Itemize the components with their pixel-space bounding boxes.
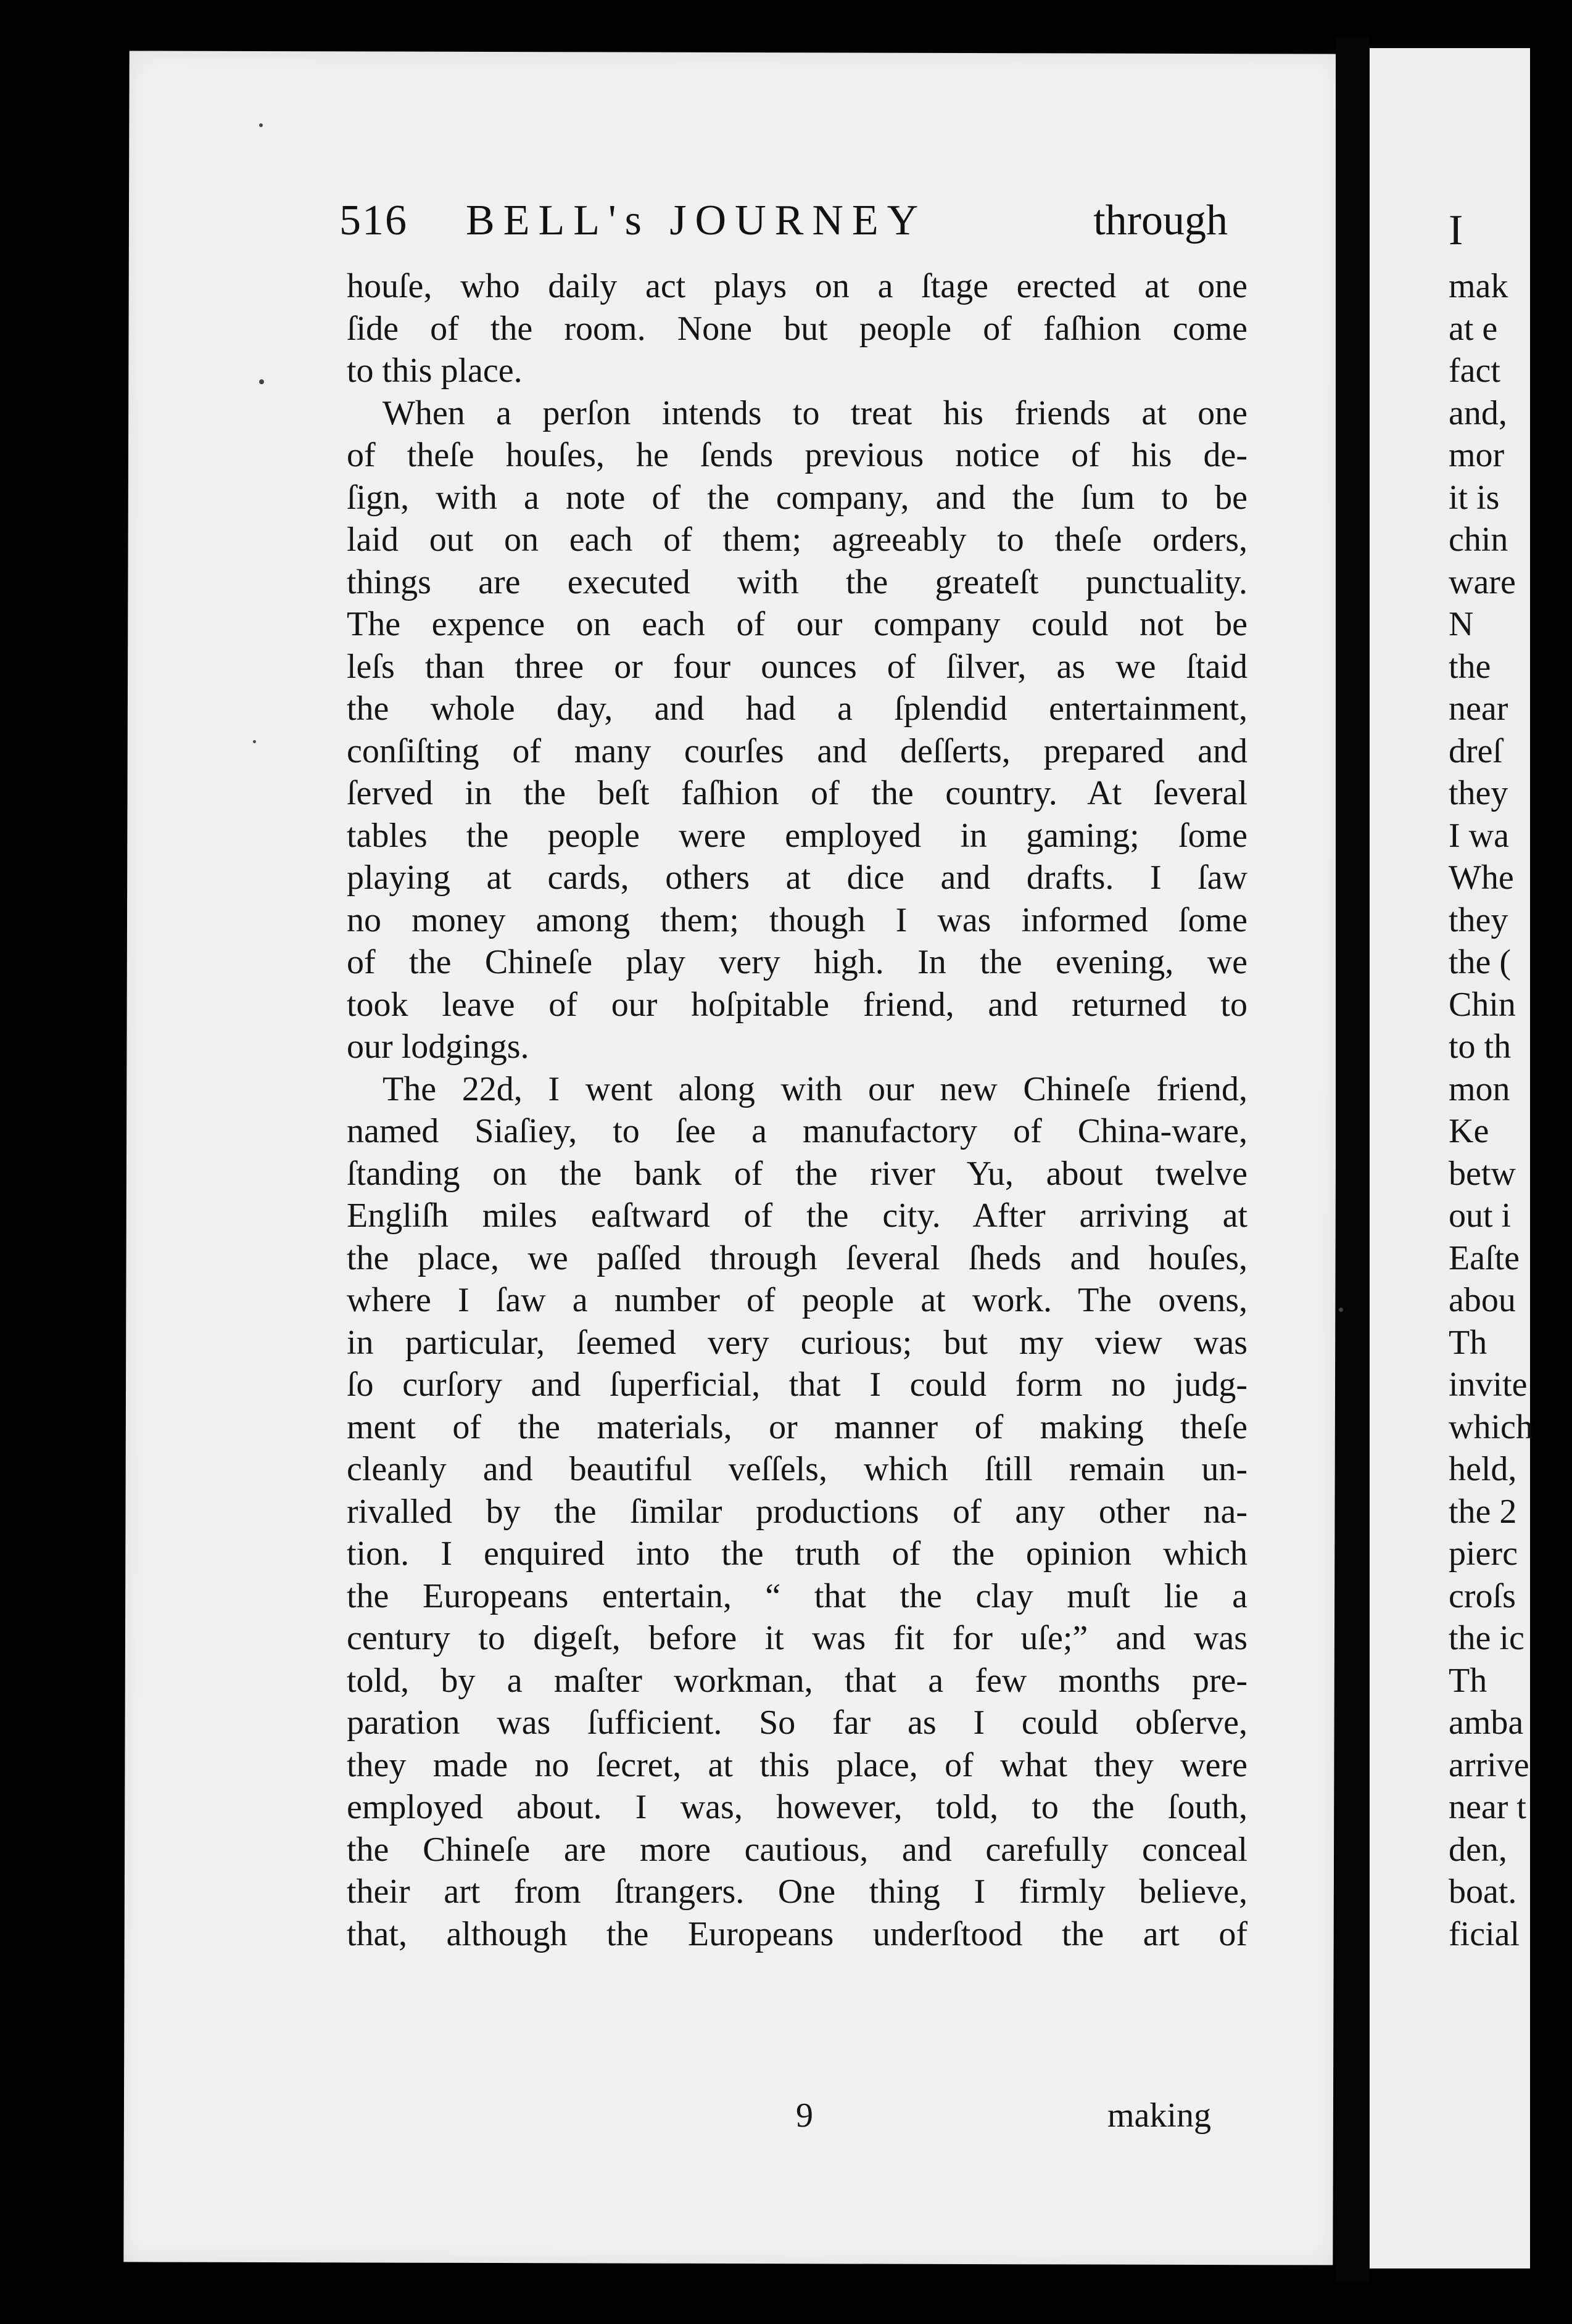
right-page-line: croſs	[1449, 1576, 1516, 1615]
body-text	[347, 265, 1247, 1955]
book-gutter	[1336, 37, 1370, 2282]
right-page-line: which	[1449, 1407, 1533, 1446]
right-page-line: ficial	[1449, 1914, 1520, 1953]
right-page-line: Th	[1449, 1661, 1487, 1700]
right-page-line: N	[1449, 605, 1474, 643]
text-line: to this place.	[347, 352, 523, 390]
right-page-line: near t	[1449, 1788, 1526, 1826]
right-page-running-head: I	[1449, 207, 1463, 254]
text-line: ſerved in the beſt faſhion of the country. At ſeveral	[347, 774, 1247, 812]
text-line: tables the people were employed in gaming; ſome	[347, 816, 1247, 855]
text-line: leſs than three or four ounces of ſilver, as we ſtaid	[347, 647, 1247, 686]
text-line: tion. I enquired into the truth of the opinion which	[347, 1535, 1247, 1573]
right-page-line: I wa	[1449, 816, 1509, 855]
right-page-line: at e	[1449, 309, 1498, 348]
right-page-line: abou	[1449, 1281, 1516, 1319]
right-page-line: mak	[1449, 267, 1508, 305]
right-page-line: Eaſte	[1449, 1238, 1520, 1277]
text-line: ſtanding on the bank of the river Yu, about twelve	[347, 1154, 1247, 1193]
text-line: the Europeans entertain, “ that the clay muſt lie a	[347, 1576, 1247, 1615]
text-line: playing at cards, others at dice and drafts. I ſaw	[347, 859, 1247, 897]
right-page-line: Chin	[1449, 985, 1516, 1024]
catchword: making	[1107, 2096, 1211, 2135]
right-page-line: den,	[1449, 1830, 1507, 1869]
text-line: ſide of the room. None but people of faſhion come	[347, 309, 1247, 348]
text-line: they made no ſecret, at this place, of what they were	[347, 1745, 1247, 1784]
scan-speck	[259, 379, 264, 384]
text-line: paration was ſufficient. So far as I could obſerve,	[347, 1704, 1247, 1742]
text-line: employed about. I was, however, told, to the ſouth,	[347, 1788, 1247, 1826]
text-line: cleanly and beautiful veſſels, which ſtill remain un-	[347, 1450, 1247, 1488]
text-line: of the Chineſe play very high. In the evening, we	[347, 943, 1247, 981]
right-page-line: invite	[1449, 1366, 1528, 1404]
right-page-line: dreſ	[1449, 731, 1503, 770]
text-line: rivalled by the ſimilar productions of any other na-	[347, 1492, 1247, 1531]
text-line: that, although the Europeans underſtood the art of	[347, 1914, 1247, 1953]
right-page-line: Whe	[1449, 859, 1514, 897]
text-line: named Siaſiey, to ſee a manufactory of China-ware,	[347, 1112, 1247, 1150]
right-page-line: fact	[1449, 352, 1500, 390]
right-page-line: Th	[1449, 1323, 1487, 1362]
right-page-line: boat.	[1449, 1873, 1517, 1911]
right-page-line: near	[1449, 690, 1508, 728]
running-head	[339, 196, 1228, 252]
text-line: in particular, ſeemed very curious; but my view was	[347, 1323, 1247, 1362]
text-line: things are executed with the greateſt punctuality.	[347, 562, 1247, 601]
right-page-line: arrive	[1449, 1745, 1529, 1784]
right-page-line: the	[1449, 647, 1491, 686]
right-page-line: Ke	[1449, 1112, 1489, 1150]
right-page-line: they	[1449, 774, 1508, 812]
text-line: no money among them; though I was informed ſome	[347, 900, 1247, 939]
right-page-line: the 2	[1449, 1492, 1517, 1531]
scan-speck	[1339, 1308, 1343, 1312]
text-line: the Chineſe are more cautious, and carefully conceal	[347, 1830, 1247, 1869]
text-line: The expence on each of our company could not be	[347, 605, 1247, 643]
text-line: laid out on each of them; agreeably to theſe orders,	[347, 521, 1247, 559]
right-page-line: betw	[1449, 1154, 1516, 1193]
text-line: century to digeſt, before it was fit for uſe;” and was	[347, 1619, 1247, 1657]
text-line: where I ſaw a number of people at work. The ovens,	[347, 1281, 1247, 1319]
right-page-line: the (	[1449, 943, 1512, 981]
text-line: the whole day, and had a ſplendid entertainment,	[347, 690, 1247, 728]
page-number: 516	[339, 197, 408, 244]
text-line: Engliſh miles eaſtward of the city. After arriving at	[347, 1197, 1247, 1235]
right-page-line: the ic	[1449, 1619, 1524, 1657]
right-page-line: mon	[1449, 1069, 1510, 1108]
right-page-text	[1449, 196, 1572, 1955]
right-page-line: ware	[1449, 562, 1516, 601]
scan-speck	[259, 123, 263, 127]
text-line: conſiſting of many courſes and deſſerts, prepared and	[347, 731, 1247, 770]
right-page-line: amba	[1449, 1704, 1524, 1742]
scan-speck	[253, 740, 256, 743]
signature-mark: 9	[796, 2096, 813, 2135]
running-title: BELL's JOURNEY	[466, 197, 927, 244]
right-page-line: held,	[1449, 1450, 1517, 1488]
right-page-line: chin	[1449, 521, 1508, 559]
text-line: told, by a maſter workman, that a few months pre-	[347, 1661, 1247, 1700]
right-page-line: it is	[1449, 478, 1500, 517]
right-page-line: out i	[1449, 1197, 1512, 1235]
text-line: When a perſon intends to treat his friends at one	[383, 394, 1247, 432]
text-line: the place, we paſſed through ſeveral ſheds and houſes,	[347, 1238, 1247, 1277]
text-line: their art from ſtrangers. One thing I firmly believe,	[347, 1873, 1247, 1911]
right-page-line: they	[1449, 900, 1508, 939]
text-line: ſo curſory and ſuperficial, that I could form no judg-	[347, 1366, 1247, 1404]
running-title-continuation: through	[1093, 197, 1228, 244]
text-line: our lodgings.	[347, 1028, 529, 1066]
text-line: houſe, who daily act plays on a ſtage erected at one	[347, 267, 1247, 305]
text-line: of theſe houſes, he ſends previous notice of his de-	[347, 436, 1247, 474]
right-page-line: to th	[1449, 1028, 1512, 1066]
right-page-line: and,	[1449, 394, 1507, 432]
text-line: ſign, with a note of the company, and the ſum to be	[347, 478, 1247, 517]
text-line: ment of the materials, or manner of making theſe	[347, 1407, 1247, 1446]
right-page-line: pierc	[1449, 1535, 1518, 1573]
text-line: The 22d, I went along with our new Chineſe friend,	[383, 1069, 1247, 1108]
right-page-line: mor	[1449, 436, 1505, 474]
text-line: took leave of our hoſpitable friend, and returned to	[347, 985, 1247, 1024]
